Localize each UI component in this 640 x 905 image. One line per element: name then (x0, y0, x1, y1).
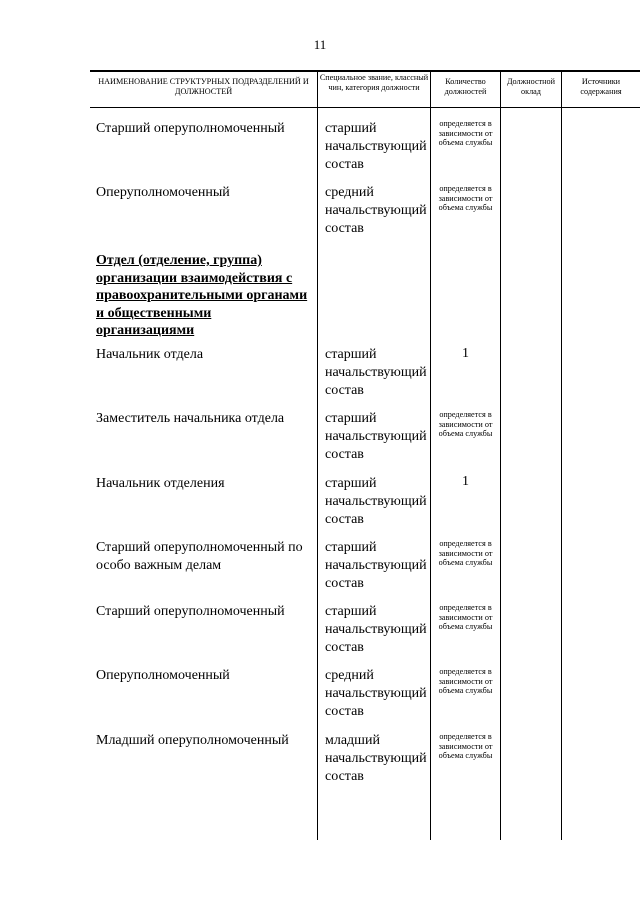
rank-category: младший начальствующий состав (325, 733, 427, 784)
position-name: Начальник отделения (96, 476, 225, 491)
header-quantity: Количество должностей (444, 77, 487, 96)
position-name: Заместитель начальника отдела (96, 411, 285, 426)
rank-category: старший начальствующий состав (325, 476, 427, 527)
rank-category: старший начальствующий состав (325, 604, 427, 655)
position-quantity: 1 (462, 474, 469, 489)
column-divider (500, 70, 501, 840)
rank-category: средний начальствующий состав (325, 185, 427, 236)
page-number: 11 (313, 37, 327, 52)
rank-category: старший начальствующий состав (325, 347, 427, 398)
rank-category: старший начальствующий состав (325, 540, 427, 591)
position-quantity: определяется в зависимости от объема службы (438, 667, 493, 696)
header-sources: Источники содержания (580, 77, 622, 96)
position-quantity: 1 (462, 346, 469, 361)
position-quantity: определяется в зависимости от объема службы (438, 603, 493, 632)
section-title: Отдел (отделение, группа) организации взаимодействия с правоохранительными органами и общественными организациями (96, 253, 308, 338)
position-quantity: определяется в зависимости от объема службы (438, 539, 493, 568)
header-rank: Специальное звание, классный чин, категория должности (319, 73, 429, 92)
position-name: Старший оперуполномоченный (96, 604, 285, 619)
position-name: Оперуполномоченный (96, 668, 230, 683)
rank-category: средний начальствующий состав (325, 668, 427, 719)
header-bottom-rule (90, 107, 640, 108)
position-quantity: определяется в зависимости от объема службы (438, 410, 493, 439)
position-quantity: определяется в зависимости от объема службы (438, 732, 493, 761)
position-name: Старший оперуполномоченный по особо важным делам (96, 540, 303, 573)
column-divider (561, 70, 562, 840)
rank-category: старший начальствующий состав (325, 411, 427, 462)
header-salary: Должностной оклад (506, 77, 556, 96)
table-top-rule (90, 70, 640, 72)
position-name: Старший оперуполномоченный (96, 121, 285, 136)
position-quantity: определяется в зависимости от объема службы (438, 119, 493, 148)
rank-category: старший начальствующий состав (325, 121, 427, 172)
position-name: Оперуполномоченный (96, 185, 230, 200)
position-name: Младший оперуполномоченный (96, 733, 289, 748)
position-name: Начальник отдела (96, 347, 204, 362)
position-quantity: определяется в зависимости от объема службы (438, 184, 493, 213)
header-name: НАИМЕНОВАНИЕ СТРУКТУРНЫХ ПОДРАЗДЕЛЕНИЙ И ДОЛЖНОСТЕЙ (98, 77, 309, 96)
column-divider (317, 70, 318, 840)
